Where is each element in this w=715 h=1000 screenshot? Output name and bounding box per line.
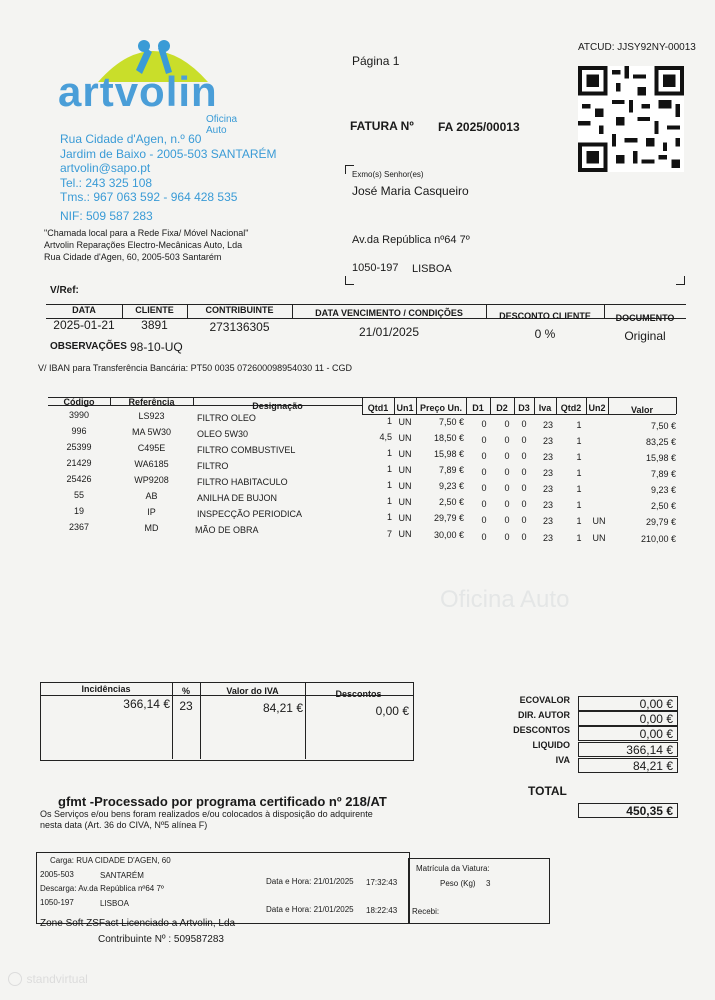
item-qtd1: 1 [386,448,392,458]
item-ref: AB [145,491,158,501]
item-ref: MD [144,523,159,533]
meta-header-documento: DOCUMENTO [615,313,675,323]
item-d1: 0 [481,515,487,525]
company-logo [58,30,248,136]
item-desc: FILTRO [197,461,229,471]
tax-value-descontos: 0,00 € [375,704,409,718]
atcud: ATCUD: JJSY92NY-00013 [578,42,696,53]
item-d1: 0 [481,451,487,461]
item-qtd2: 1 [576,452,582,462]
invoice-number: FA 2025/00013 [438,120,520,134]
item-ref: LS923 [138,411,165,421]
transport-load: Carga: RUA CIDADE D'AGEN, 60 [50,856,171,865]
item-iva: 23 [542,500,553,510]
item-d2: 0 [504,532,510,542]
qr-code-icon [578,66,684,172]
item-d1: 0 [481,467,487,477]
meta-header-data: DATA [72,305,96,315]
customer-corner-br [676,276,685,285]
items-header-referencia: Referência [128,397,175,407]
item-d3: 0 [521,451,527,461]
items-header-iva: Iva [538,403,552,413]
total-label-descontos: DESCONTOS [513,725,570,735]
certified-text: gfmt -Processado por programa certificado nº 218/AT [58,794,387,809]
meta-value-vencimento: 21/01/2025 [358,325,420,339]
observacoes-label: OBSERVAÇÕES [50,341,127,352]
tax-header-percent: % [181,686,190,696]
item-iva: 23 [542,436,553,446]
item-price: 18,50 € [433,433,464,443]
total-value-iva: 84,21 € [578,758,678,773]
item-d3: 0 [521,467,527,477]
item-price: 15,98 € [433,449,464,459]
total-value-descontos: 0,00 € [578,726,678,741]
company-tms: Tms.: 967 063 592 - 964 428 535 [60,190,238,204]
item-d2: 0 [504,435,510,445]
items-header-preco: Preço Un. [419,403,462,413]
item-d2: 0 [504,467,510,477]
item-ref: IP [147,507,156,517]
item-iva: 23 [542,533,553,543]
item-d1: 0 [481,483,487,493]
item-un1: UN [398,497,412,507]
tax-value-iva: 84,21 € [262,701,303,715]
items-header-un1: Un1 [396,403,414,413]
transport-unload-postal: 1050-197 [40,898,74,907]
logo-subtitle: Oficina Auto [206,114,238,136]
stamp-icon [8,972,22,986]
services-note-2: nesta data (Art. 36 do CIVA, Nº5 alínea F) [40,820,208,830]
item-desc: OLEO 5W30 [197,429,249,439]
qr-code [578,66,684,172]
call-note: "Chamada local para a Rede Fixa/ Móvel Nacional" [44,228,249,238]
item-code: 3990 [68,410,90,420]
item-desc: INSPECÇÃO PERIODICA [197,509,303,519]
footer-software: Zone Soft ZSFact Licenciado a Artvolin, Lda [40,918,236,929]
item-d2: 0 [504,451,510,461]
item-code: 55 [73,490,84,500]
observacoes-value: 98-10-UQ [130,340,183,354]
items-header-designacao: Designação [252,401,303,411]
item-ref: WA6185 [134,459,169,469]
item-qtd2: 1 [576,484,582,494]
company-email: artvolin@sapo.pt [60,161,151,175]
transport-load-postal: 2005-503 [40,870,74,879]
item-d3: 0 [521,483,527,493]
item-price: 2,50 € [438,497,464,507]
item-un1: UN [398,417,412,427]
company-tel: Tel.: 243 325 108 [60,176,153,190]
item-un2: UN [592,533,606,543]
tax-value-incidencias: 366,14 € [123,697,170,711]
item-d2: 0 [504,499,510,509]
item-price: 7,89 € [438,465,464,475]
item-d3: 0 [521,515,527,525]
item-qtd1: 1 [386,496,392,506]
item-d1: 0 [481,435,487,445]
item-qtd1: 1 [386,512,392,522]
transport-unload-city: LISBOA [100,899,129,908]
item-qtd2: 1 [576,468,582,478]
customer-name: José Maria Casqueiro [352,184,469,198]
meta-header-vencimento: DATA VENCIMENTO / CONDIÇÕES [315,308,463,318]
items-header-valor: Valor [630,405,653,415]
iban-line: V/ IBAN para Transferência Bancária: PT50 0035 072600098954030 11 - CGD [38,363,353,373]
item-ref: MA 5W30 [131,427,171,437]
item-un1: UN [398,513,412,523]
item-d3: 0 [521,532,527,542]
item-qtd1: 1 [386,464,392,474]
tax-header-iva: Valor do IVA [226,686,279,696]
item-code: 25426 [66,474,92,484]
transport-plate-label: Matrícula da Viatura: [416,864,490,873]
item-value: 9,23 € [650,485,676,495]
items-header-un2: Un2 [588,403,606,413]
customer-salutation: Exmo(s) Senhor(es) [352,170,424,179]
item-ref: C495E [137,443,166,453]
item-ref: WP9208 [134,475,169,485]
item-value: 2,50 € [650,501,676,511]
item-un1: UN [398,465,412,475]
meta-header-desconto: DESCONTO CLIENTE [499,311,591,321]
item-iva: 23 [542,484,553,494]
company-legal-address: Rua Cidade d'Agen, 60, 2005-503 Santarém [44,252,222,262]
total-value-dir-autor: 0,00 € [578,711,678,726]
item-qtd1: 1 [386,416,392,426]
item-qtd2: 1 [576,516,582,526]
items-header-qtd2: Qtd2 [560,403,582,413]
stamp-watermark [8,970,88,988]
items-header-d1: D1 [472,403,484,413]
items-header-codigo: Código [63,397,95,407]
item-qtd2: 1 [576,436,582,446]
customer-corner-bl [345,276,354,285]
item-qtd1: 4,5 [379,432,392,442]
customer-city: LISBOA [412,263,452,275]
total-label-ecovalor: ECOVALOR [519,695,570,705]
item-value: 210,00 € [640,534,676,544]
item-value: 15,98 € [645,453,676,463]
watermark-text: Oficina Auto [440,586,570,613]
items-header-d3: D3 [518,403,530,413]
transport-received: Recebi: [412,907,440,916]
item-value: 29,79 € [645,517,676,527]
company-address-1: Rua Cidade d'Agen, n.º 60 [60,132,202,146]
customer-address: Av.da República nº64 7º [352,234,470,246]
vref-label: V/Ref: [50,285,79,296]
item-desc: MÃO DE OBRA [195,525,259,535]
items-header-qtd1: Qtd1 [367,403,389,413]
item-value: 7,89 € [650,469,676,479]
item-un1: UN [398,529,412,539]
meta-value-data: 2025-01-21 [53,318,115,332]
item-desc: FILTRO COMBUSTIVEL [197,445,296,455]
item-desc: ANILHA DE BUJON [197,493,278,503]
meta-header-cliente: CLIENTE [135,305,174,315]
item-iva: 23 [542,420,553,430]
item-desc: FILTRO OLEO [197,413,256,423]
services-note-1: Os Serviços e/ou bens foram realizados e/ou colocados à disposição do adquirente [40,809,373,819]
total-label-liquido: LIQUIDO [532,740,570,750]
total-label-iva: IVA [555,755,570,765]
item-qtd2: 1 [576,533,582,543]
meta-value-contribuinte: 273136305 [209,320,270,334]
item-code: 21429 [66,458,92,468]
item-qtd1: 7 [386,529,392,539]
item-qtd2: 1 [576,420,582,430]
item-iva: 23 [542,516,553,526]
item-code: 996 [71,426,87,436]
item-price: 7,50 € [438,417,464,427]
footer-contribuinte: Contribuinte Nº : 509587283 [98,934,224,945]
total-value: 450,35 € [578,803,678,818]
page-number: Página 1 [352,54,400,68]
item-qtd1: 1 [386,480,392,490]
transport-dt1-label: Data e Hora: 21/01/2025 [266,877,354,886]
transport-dt1-time: 17:32:43 [366,878,398,887]
item-d1: 0 [481,419,487,429]
logo-text: artvolin [58,68,218,115]
total-label: TOTAL [528,784,567,798]
transport-load-city: SANTARÉM [100,871,144,880]
item-price: 29,79 € [433,513,464,523]
total-value-liquido: 366,14 € [578,742,678,757]
item-d3: 0 [521,499,527,509]
company-address-2: Jardim de Baixo - 2005-503 SANTARÉM [60,147,277,161]
item-d1: 0 [481,499,487,509]
item-d3: 0 [521,435,527,445]
item-iva: 23 [542,468,553,478]
total-label-dir-autor: DIR. AUTOR [517,710,570,720]
meta-value-cliente: 3891 [141,318,168,332]
item-d3: 0 [521,419,527,429]
item-d2: 0 [504,419,510,429]
item-price: 9,23 € [438,481,464,491]
item-d1: 0 [481,532,487,542]
item-un2: UN [592,516,606,526]
meta-header-contribuinte: CONTRIBUINTE [205,305,274,315]
items-sep-13 [676,397,677,414]
item-code: 2367 [68,522,90,532]
transport-unload: Descarga: Av.da República nº64 7º [40,884,164,893]
item-code: 19 [73,506,84,516]
item-un1: UN [398,481,412,491]
transport-dt2-label: Data e Hora: 21/01/2025 [266,905,354,914]
transport-dt2-time: 18:22:43 [366,906,398,915]
item-d2: 0 [504,515,510,525]
company-legal-name: Artvolin Reparações Electro-Mecânicas Auto, Lda [44,240,243,250]
item-d2: 0 [504,483,510,493]
item-qtd2: 1 [576,500,582,510]
item-desc: FILTRO HABITACULO [197,477,288,487]
transport-weight: 3 [486,879,491,888]
items-header-d2: D2 [496,403,508,413]
stamp-text: standvirtual [26,971,88,986]
customer-postal: 1050-197 [352,262,399,274]
item-un1: UN [398,433,412,443]
item-iva: 23 [542,452,553,462]
tax-header-incidencias: Incidências [81,684,131,694]
item-value: 83,25 € [645,437,676,447]
transport-weight-label: Peso (Kg) [440,879,476,888]
item-value: 7,50 € [650,421,676,431]
meta-value-documento: Original [624,329,666,343]
item-un1: UN [398,449,412,459]
item-price: 30,00 € [433,530,464,540]
meta-value-desconto: 0 % [534,327,556,341]
invoice-label: FATURA Nº [350,119,414,133]
tax-header-descontos: Descontos [335,689,382,699]
total-value-ecovalor: 0,00 € [578,696,678,711]
company-nif: NIF: 509 587 283 [60,209,153,223]
tax-value-percent: 23 [179,699,193,713]
item-code: 25399 [66,442,92,452]
